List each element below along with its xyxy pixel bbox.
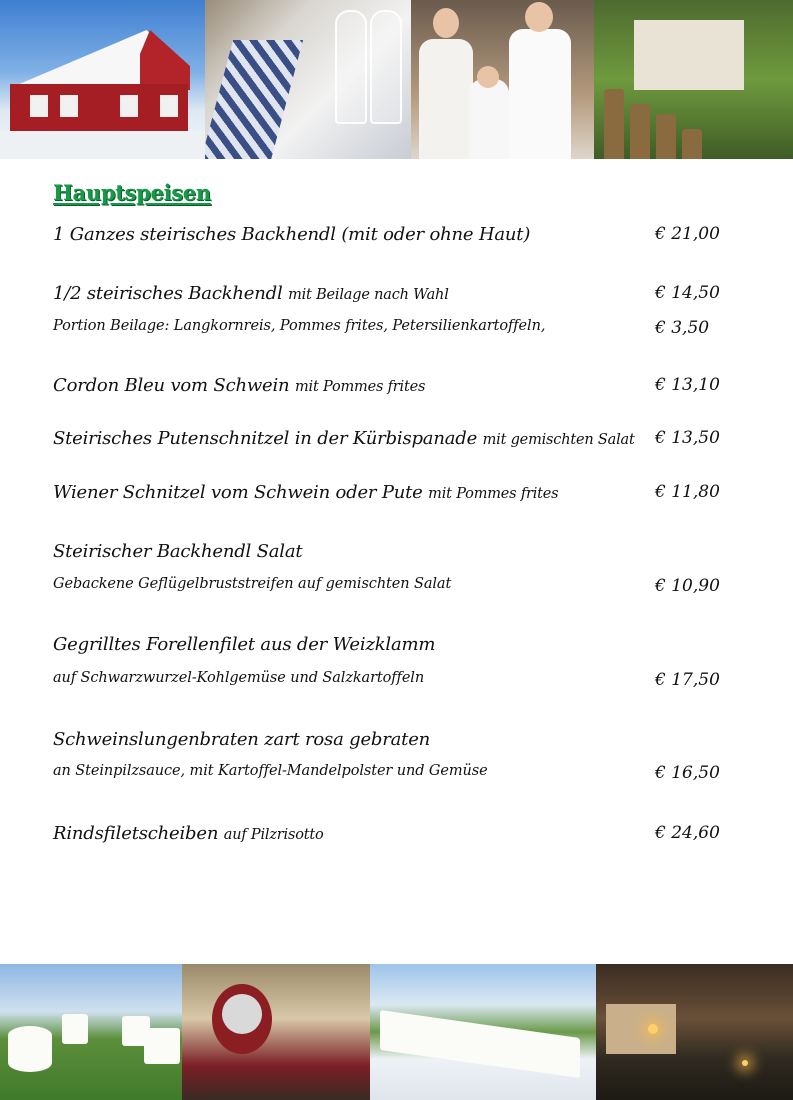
menu-item-price: € 16,50 <box>655 763 720 783</box>
menu-item-price: € 3,50 <box>655 318 710 338</box>
menu-item <box>53 823 793 851</box>
top-photo-strip <box>0 0 793 159</box>
menu-item-name: Schweinslungenbraten zart rosa gebraten <box>53 729 431 750</box>
menu-item-name: Rindsfiletscheiben auf Pilzrisotto <box>53 823 324 844</box>
photo-slicer-buffet <box>182 964 370 1100</box>
menu-item-detail <box>53 763 793 791</box>
photo-garden <box>594 0 793 159</box>
menu-item <box>53 283 793 311</box>
menu-item-name: Cordon Bleu vom Schwein mit Pommes frites <box>53 375 426 396</box>
menu-item-name: 1/2 steirisches Backhendl mit Beilage nach Wahl <box>53 283 449 304</box>
menu-item <box>53 541 793 569</box>
photo-hosts-family <box>411 0 594 159</box>
menu-item-name: Gegrilltes Forellenfilet aus der Weizklamm <box>53 634 436 655</box>
photo-table-setting <box>205 0 411 159</box>
menu-item <box>53 428 793 456</box>
photo-red-house-snow <box>0 0 205 159</box>
menu-item-price: € 10,90 <box>655 576 720 596</box>
menu-item-name: Wiener Schnitzel vom Schwein oder Pute mit Pommes frites <box>53 482 559 503</box>
menu-item-price: € 11,80 <box>655 482 720 502</box>
menu-item <box>53 729 793 757</box>
menu-item-name: Steirisches Putenschnitzel in der Kürbispanade mit gemischten Salat <box>53 428 635 449</box>
menu-item-description: an Steinpilzsauce, mit Kartoffel-Mandelpolster und Gemüse <box>53 763 488 779</box>
bottom-photo-strip <box>0 964 793 1100</box>
menu-item-price: € 24,60 <box>655 823 720 843</box>
menu-item-price: € 13,50 <box>655 428 720 448</box>
photo-long-tables-lawn <box>370 964 596 1100</box>
menu-item-name: 1 Ganzes steirisches Backhendl (mit oder ohne Haut) <box>53 224 531 245</box>
menu-item-description: Portion Beilage: Langkornreis, Pommes frites, Petersilienkartoffeln, <box>53 318 546 334</box>
menu-item-description: auf Schwarzwurzel-Kohlgemüse und Salzkartoffeln <box>53 670 425 686</box>
menu-item-detail <box>53 670 793 698</box>
menu-item <box>53 634 793 662</box>
menu-item-description: Gebackene Geflügelbruststreifen auf gemischten Salat <box>53 576 452 592</box>
photo-garden-party-tables <box>0 964 182 1100</box>
menu-item-price: € 14,50 <box>655 283 720 303</box>
menu-item-price: € 13,10 <box>655 375 720 395</box>
menu-item-detail <box>53 576 793 604</box>
photo-evening-terrace <box>596 964 793 1100</box>
menu-item-price: € 21,00 <box>655 224 720 244</box>
menu-item <box>53 482 793 510</box>
menu-item-price: € 17,50 <box>655 670 720 690</box>
menu-item <box>53 224 793 252</box>
menu-item-name: Steirischer Backhendl Salat <box>53 541 303 562</box>
menu-item-side <box>53 318 793 346</box>
menu-item <box>53 375 793 403</box>
menu-section-heading: Hauptspeisen <box>53 180 211 205</box>
